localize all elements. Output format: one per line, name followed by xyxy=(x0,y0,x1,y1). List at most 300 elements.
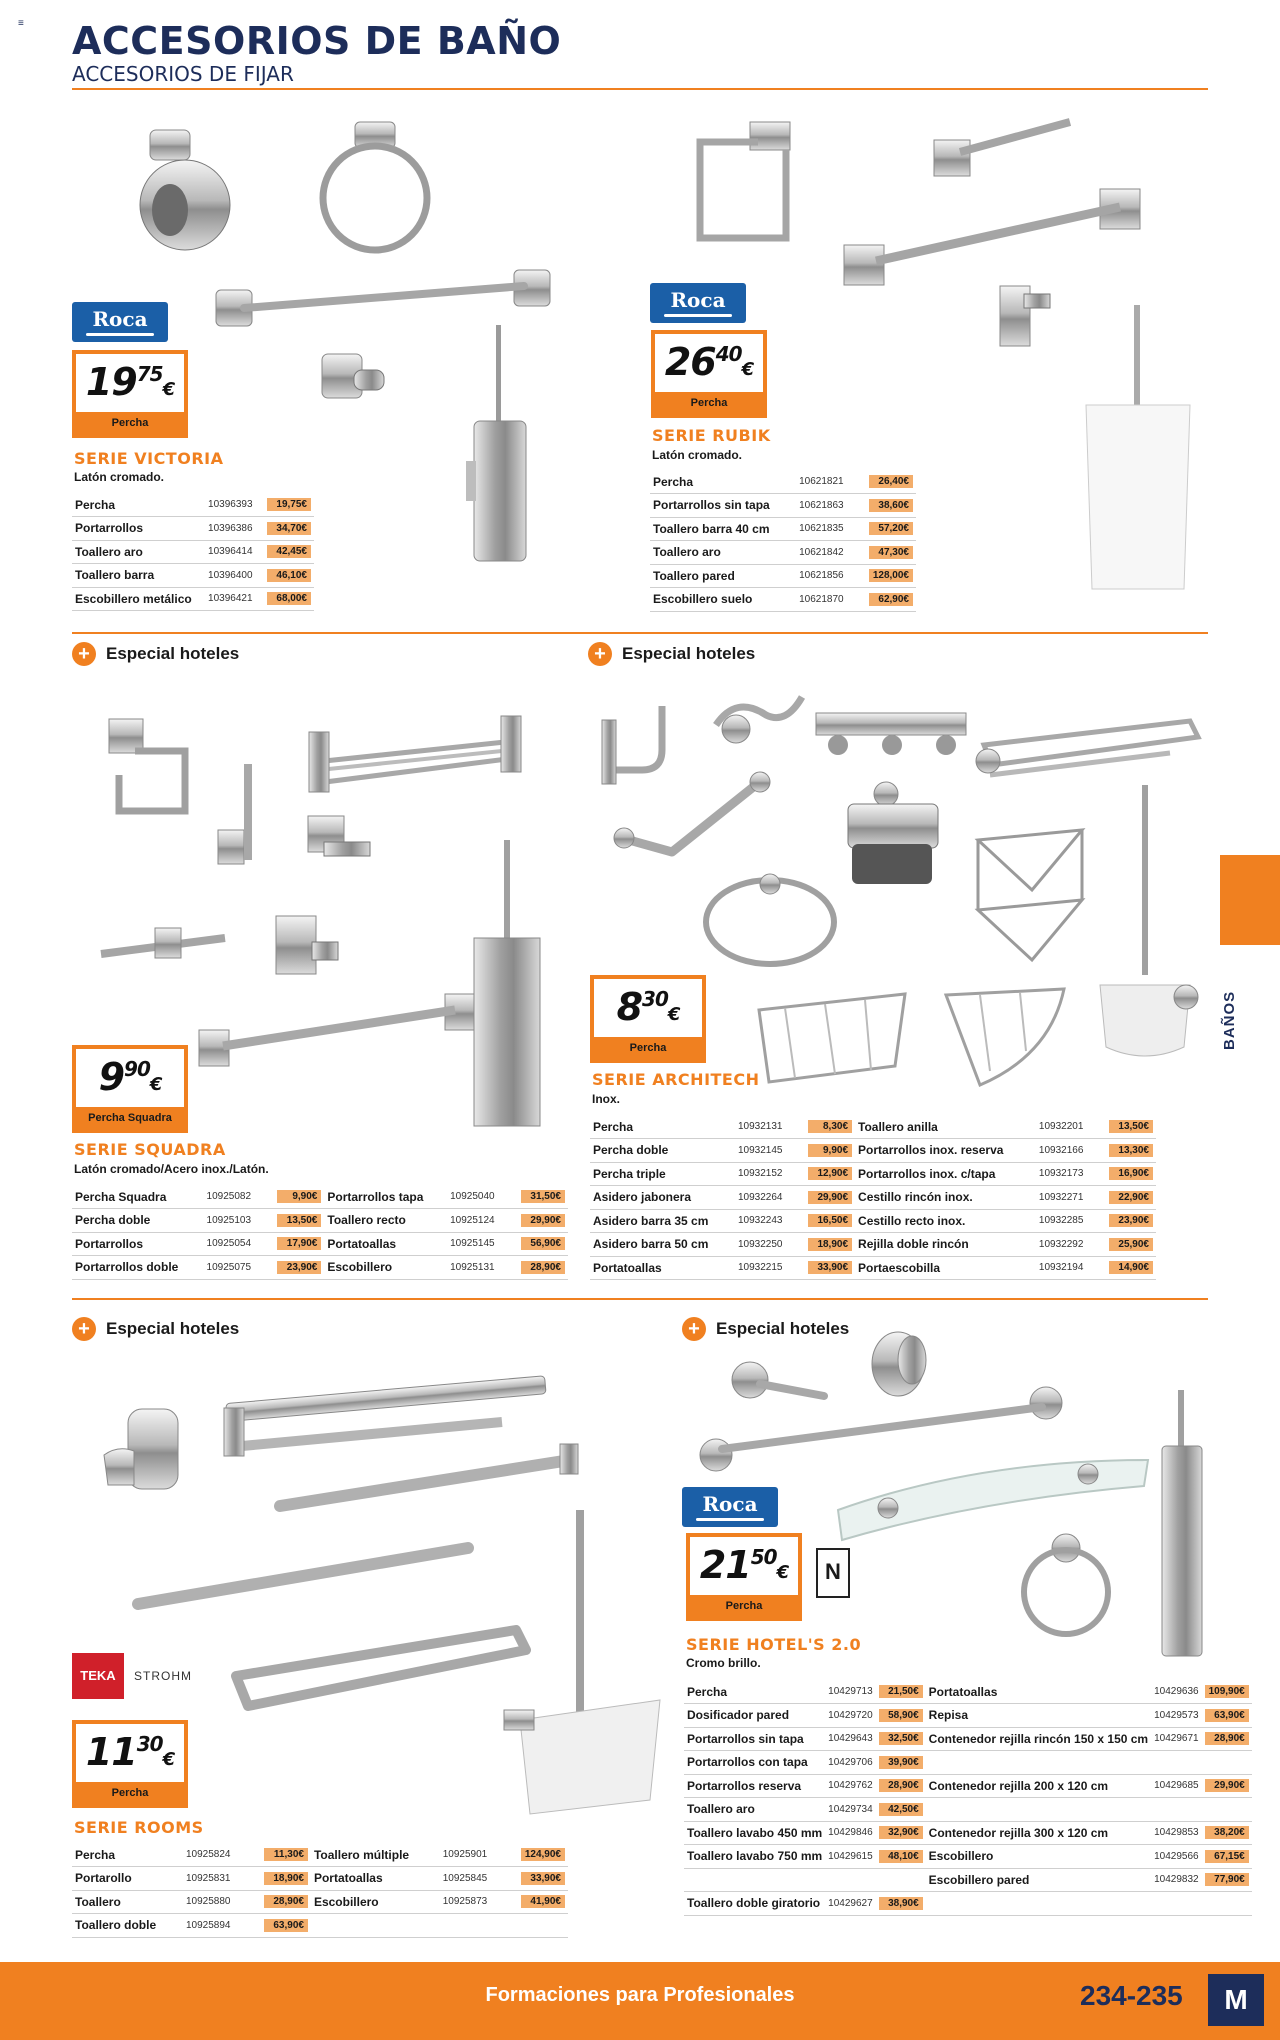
product-image-hotels-towel-ring xyxy=(1016,1530,1116,1640)
product-ref: 10925894 xyxy=(183,1914,247,1938)
brand-logo-teka xyxy=(72,1653,192,1699)
product-price xyxy=(795,1233,855,1257)
product-ref: 10429720 xyxy=(825,1704,876,1728)
product-name: Toallero aro xyxy=(650,541,796,565)
price-amount: 29,90€ xyxy=(521,1214,565,1227)
price-value xyxy=(655,340,763,384)
product-price xyxy=(876,1774,926,1798)
product-image-squadra-double-hook xyxy=(95,910,235,970)
price-dec: 75 xyxy=(136,362,163,386)
product-image-squadra-toilet-brush xyxy=(468,840,548,1130)
product-price xyxy=(247,1843,311,1867)
product-price xyxy=(1202,1727,1252,1751)
hotel-tag xyxy=(72,642,239,666)
brand-logo-roca: Roca xyxy=(72,302,168,342)
price-amount: 33,90€ xyxy=(808,1261,852,1274)
product-image-hotels-toilet-brush xyxy=(1152,1390,1212,1660)
product-ref: 10932285 xyxy=(1036,1209,1096,1233)
product-image-architech-toilet-brush xyxy=(1090,785,1200,1065)
product-price xyxy=(876,1680,926,1704)
price-amount: 77,90€ xyxy=(1205,1873,1249,1886)
product-name: Portaescobilla xyxy=(855,1256,1036,1280)
product-name: Portarrollos sin tapa xyxy=(650,494,796,518)
price-label: Percha xyxy=(690,1595,798,1617)
price-dec: 30 xyxy=(642,987,668,1011)
product-image-rubik-towel-bar xyxy=(840,185,1160,295)
page-subtitle: ACCESORIOS DE FIJAR xyxy=(72,62,294,86)
product-name xyxy=(684,1868,825,1892)
price-amount: 28,90€ xyxy=(264,1895,308,1908)
product-name: Contenedor rejilla 300 x 120 cm xyxy=(926,1821,1151,1845)
price-dec: 40 xyxy=(715,342,742,366)
series-title-rubik: SERIE RUBIK xyxy=(652,426,771,445)
product-price xyxy=(247,1914,311,1938)
brand-logo-roca: Roca xyxy=(650,283,746,323)
product-image-architech-double-hook xyxy=(706,685,806,755)
price-amount: 23,90€ xyxy=(277,1261,321,1274)
price-amount: 21,50€ xyxy=(879,1685,923,1698)
product-ref: 10932131 xyxy=(735,1115,795,1139)
product-price xyxy=(264,1185,324,1209)
product-name xyxy=(926,1751,1151,1775)
product-price xyxy=(1096,1115,1156,1139)
product-price xyxy=(1202,1821,1252,1845)
table-row xyxy=(684,1868,1252,1892)
product-name: Toallero aro xyxy=(72,540,205,564)
product-image-architech-towel-ring xyxy=(700,870,840,970)
product-price xyxy=(508,1232,568,1256)
product-price xyxy=(1202,1868,1252,1892)
product-price xyxy=(1096,1209,1156,1233)
product-name: Toallero doble xyxy=(72,1914,183,1938)
brand-logo-roca: Roca xyxy=(682,1487,778,1527)
table-row xyxy=(684,1821,1252,1845)
product-name: Portarrollos sin tapa xyxy=(684,1727,825,1751)
table-row xyxy=(72,540,314,564)
product-price xyxy=(1096,1233,1156,1257)
product-name: Toallero pared xyxy=(650,564,796,588)
product-price xyxy=(856,470,916,494)
price-int: 9 xyxy=(98,1055,125,1099)
product-name: Asidero barra 35 cm xyxy=(590,1209,735,1233)
product-ref: 10932201 xyxy=(1036,1115,1096,1139)
product-price xyxy=(504,1843,568,1867)
price-int: 19 xyxy=(85,360,137,404)
price-int: 11 xyxy=(85,1730,137,1774)
price-currency: € xyxy=(741,359,754,380)
price-amount: 8,30€ xyxy=(808,1120,852,1133)
product-image-architech-paper-holder xyxy=(842,780,942,890)
product-image-squadra-towel-bar xyxy=(195,990,485,1070)
product-price xyxy=(876,1845,926,1869)
product-price xyxy=(795,1186,855,1210)
page-title: ACCESORIOS DE BAÑO xyxy=(72,19,562,63)
price-value xyxy=(76,360,184,404)
product-price xyxy=(856,517,916,541)
table-row xyxy=(684,1892,1252,1916)
product-name xyxy=(926,1892,1151,1916)
table-row xyxy=(650,494,916,518)
product-name: Portatoallas xyxy=(324,1232,447,1256)
product-image-architech-grab-bar xyxy=(612,768,772,868)
price-amount: 17,90€ xyxy=(277,1237,321,1250)
product-name: Portarrollos tapa xyxy=(324,1185,447,1209)
table-row xyxy=(72,517,314,541)
product-name: Percha Squadra xyxy=(72,1185,204,1209)
series-title-victoria: SERIE VICTORIA xyxy=(74,449,224,468)
product-name: Portarollo xyxy=(72,1867,183,1891)
price-amount: 42,45€ xyxy=(267,545,311,558)
product-price xyxy=(795,1209,855,1233)
price-amount: 63,90€ xyxy=(264,1919,308,1932)
product-image-architech-shelf xyxy=(970,705,1210,789)
product-ref: 10621863 xyxy=(796,494,856,518)
product-sign-icon: N xyxy=(816,1548,850,1598)
price-box-rubik xyxy=(651,330,767,418)
table-row xyxy=(590,1256,1156,1280)
price-table-rubik xyxy=(650,470,916,612)
product-ref: 10396421 xyxy=(205,587,260,611)
plus-icon: + xyxy=(72,1317,96,1341)
product-ref: 10932152 xyxy=(735,1162,795,1186)
table-row xyxy=(72,1232,568,1256)
price-dec: 30 xyxy=(136,1732,163,1756)
product-name: Percha doble xyxy=(72,1209,204,1233)
price-amount: 48,10€ xyxy=(879,1850,923,1863)
price-amount: 13,50€ xyxy=(277,1214,321,1227)
section-divider xyxy=(72,632,1208,634)
product-ref: 10429566 xyxy=(1151,1845,1202,1869)
brand-logo-m: M xyxy=(1208,1974,1264,2026)
price-amount: 67,15€ xyxy=(1205,1850,1249,1863)
price-value xyxy=(594,985,702,1029)
price-currency: € xyxy=(162,379,175,400)
series-title-squadra: SERIE SQUADRA xyxy=(74,1140,226,1159)
product-price xyxy=(247,1890,311,1914)
product-name xyxy=(926,1798,1151,1822)
price-currency: € xyxy=(162,1749,175,1770)
price-value xyxy=(76,1730,184,1774)
price-table-squadra xyxy=(72,1185,568,1280)
price-amount: 62,90€ xyxy=(869,593,913,606)
product-name: Cestillo rincón inox. xyxy=(855,1186,1036,1210)
price-amount: 18,90€ xyxy=(264,1872,308,1885)
product-ref: 10925824 xyxy=(183,1843,247,1867)
price-amount: 39,90€ xyxy=(879,1756,923,1769)
hotel-tag xyxy=(588,642,755,666)
price-int: 26 xyxy=(664,340,716,384)
table-row xyxy=(72,564,314,588)
price-amount: 29,90€ xyxy=(808,1191,852,1204)
product-ref xyxy=(1151,1892,1202,1916)
product-name: Toallero lavabo 750 mm xyxy=(684,1845,825,1869)
product-name: Cestillo recto inox. xyxy=(855,1209,1036,1233)
product-name: Asidero jabonera xyxy=(590,1186,735,1210)
table-row xyxy=(684,1680,1252,1704)
product-image-towel-ring xyxy=(310,118,440,258)
product-ref: 10932292 xyxy=(1036,1233,1096,1257)
corner-mark: ≡ xyxy=(18,18,24,29)
table-row xyxy=(590,1186,1156,1210)
product-ref: 10932250 xyxy=(735,1233,795,1257)
price-label: Percha xyxy=(76,412,184,434)
product-name: Repisa xyxy=(926,1704,1151,1728)
table-row xyxy=(72,1843,568,1867)
product-ref: 10925131 xyxy=(447,1256,508,1280)
price-int: 8 xyxy=(616,985,643,1029)
product-ref xyxy=(1151,1798,1202,1822)
product-ref: 10932271 xyxy=(1036,1186,1096,1210)
table-row xyxy=(590,1162,1156,1186)
price-amount: 32,50€ xyxy=(879,1732,923,1745)
product-price xyxy=(508,1209,568,1233)
table-row xyxy=(72,1256,568,1280)
hotel-tag xyxy=(72,1317,239,1341)
product-ref: 10932215 xyxy=(735,1256,795,1280)
product-price xyxy=(264,1256,324,1280)
footer-bar xyxy=(0,1962,1280,2040)
product-ref: 10925845 xyxy=(440,1867,504,1891)
price-box-rooms xyxy=(72,1720,188,1808)
product-ref: 10429615 xyxy=(825,1845,876,1869)
product-price xyxy=(1202,1774,1252,1798)
series-title-hotels: SERIE HOTEL'S 2.0 xyxy=(686,1635,862,1654)
product-image-rubik-toilet-brush xyxy=(1080,305,1200,595)
price-amount: 23,90€ xyxy=(1109,1214,1153,1227)
plus-icon: + xyxy=(588,642,612,666)
product-name: Rejilla doble rincón xyxy=(855,1233,1036,1257)
series-title-rooms: SERIE ROOMS xyxy=(74,1818,204,1837)
product-ref xyxy=(1151,1751,1202,1775)
table-row xyxy=(684,1751,1252,1775)
table-row xyxy=(650,588,916,612)
product-price xyxy=(504,1890,568,1914)
product-name: Escobillero xyxy=(926,1845,1151,1869)
product-image-squadra-hook xyxy=(304,812,374,872)
strohm-logo: STROHM xyxy=(134,1669,192,1683)
product-ref: 10429734 xyxy=(825,1798,876,1822)
product-image-architech-corner-basket-2 xyxy=(940,985,1070,1095)
product-name: Toallero lavabo 450 mm xyxy=(684,1821,825,1845)
product-ref: 10932243 xyxy=(735,1209,795,1233)
product-image-towel-bar xyxy=(214,268,554,328)
price-amount: 9,90€ xyxy=(277,1190,321,1203)
price-dec: 90 xyxy=(124,1057,150,1081)
product-name: Percha xyxy=(684,1680,825,1704)
product-image-rooms-toilet-brush xyxy=(500,1510,670,1820)
product-ref: 10621835 xyxy=(796,517,856,541)
price-table-victoria xyxy=(72,493,314,611)
product-price xyxy=(504,1867,568,1891)
product-name: Percha xyxy=(72,493,205,517)
product-image-rooms-towel-bar-2 xyxy=(128,1530,488,1620)
hotel-tag-label: Especial hoteles xyxy=(106,1319,240,1338)
price-amount: 22,90€ xyxy=(1109,1191,1153,1204)
table-row xyxy=(650,470,916,494)
price-amount: 12,90€ xyxy=(808,1167,852,1180)
price-amount: 29,90€ xyxy=(1205,1779,1249,1792)
product-ref: 10429671 xyxy=(1151,1727,1202,1751)
product-ref: 10396400 xyxy=(205,564,260,588)
price-box-victoria xyxy=(72,350,188,438)
product-name: Portatoallas xyxy=(590,1256,735,1280)
price-amount: 14,90€ xyxy=(1109,1261,1153,1274)
hotel-tag-label: Especial hoteles xyxy=(716,1319,850,1338)
price-amount: 9,90€ xyxy=(808,1144,852,1157)
product-ref: 10932264 xyxy=(735,1186,795,1210)
product-name: Portatoallas xyxy=(311,1867,440,1891)
product-ref: 10925040 xyxy=(447,1185,508,1209)
product-ref: 10429832 xyxy=(1151,1868,1202,1892)
product-ref: 10925082 xyxy=(204,1185,265,1209)
product-ref: 10925880 xyxy=(183,1890,247,1914)
product-price xyxy=(247,1867,311,1891)
price-amount: 16,90€ xyxy=(1109,1167,1153,1180)
price-amount: 25,90€ xyxy=(1109,1238,1153,1251)
product-price xyxy=(856,494,916,518)
table-row xyxy=(72,1185,568,1209)
price-box-architech xyxy=(590,975,706,1063)
product-name: Portatoallas xyxy=(926,1680,1151,1704)
product-price xyxy=(876,1704,926,1728)
product-name: Toallero recto xyxy=(324,1209,447,1233)
series-subtitle-rubik: Latón cromado. xyxy=(652,448,743,462)
price-amount: 16,50€ xyxy=(808,1214,852,1227)
price-value xyxy=(690,1543,798,1587)
product-name: Toallero barra 40 cm xyxy=(650,517,796,541)
product-name: Contenedor rejilla 200 x 120 cm xyxy=(926,1774,1151,1798)
product-name: Portarrollos xyxy=(72,517,205,541)
price-amount: 31,50€ xyxy=(521,1190,565,1203)
hotel-tag-label: Especial hoteles xyxy=(106,644,240,663)
product-price xyxy=(504,1914,568,1938)
product-ref: 10621870 xyxy=(796,588,856,612)
series-subtitle-architech: Inox. xyxy=(592,1092,621,1106)
product-price xyxy=(260,564,314,588)
teka-logo: TEKA xyxy=(72,1653,124,1699)
product-name: Percha xyxy=(650,470,796,494)
product-ref: 10396393 xyxy=(205,493,260,517)
product-name: Toallero doble giratorio xyxy=(684,1892,825,1916)
product-name: Percha xyxy=(590,1115,735,1139)
product-ref: 10932166 xyxy=(1036,1139,1096,1163)
price-amount: 18,90€ xyxy=(808,1238,852,1251)
product-ref: 10429713 xyxy=(825,1680,876,1704)
table-row xyxy=(650,541,916,565)
product-ref: 10932173 xyxy=(1036,1162,1096,1186)
price-amount: 34,70€ xyxy=(267,522,311,535)
product-price xyxy=(260,517,314,541)
product-name: Percha xyxy=(72,1843,183,1867)
table-row xyxy=(684,1727,1252,1751)
product-price xyxy=(1202,1845,1252,1869)
series-subtitle-hotels: Cromo brillo. xyxy=(686,1656,761,1670)
product-name: Toallero aro xyxy=(684,1798,825,1822)
product-image-rooms-towel-bar xyxy=(270,1440,590,1520)
product-name: Toallero xyxy=(72,1890,183,1914)
product-name: Portarrollos xyxy=(72,1232,204,1256)
product-price xyxy=(1202,1680,1252,1704)
product-price xyxy=(1096,1162,1156,1186)
price-amount: 124,90€ xyxy=(521,1848,565,1861)
product-price xyxy=(856,541,916,565)
price-value xyxy=(76,1055,184,1099)
product-name: Escobillero pared xyxy=(926,1868,1151,1892)
table-row xyxy=(72,587,314,611)
product-ref: 10429627 xyxy=(825,1892,876,1916)
series-subtitle-squadra: Latón cromado/Acero inox./Latón. xyxy=(74,1162,269,1176)
product-name: Toallero barra xyxy=(72,564,205,588)
section-side-label: BAÑOS xyxy=(1221,990,1238,1050)
product-image-architech-triple-hook xyxy=(812,705,972,765)
price-box-hotels xyxy=(686,1533,802,1621)
product-image-rubik-towel-hook xyxy=(690,120,800,250)
product-name: Portarrollos doble xyxy=(72,1256,204,1280)
product-price xyxy=(1202,1798,1252,1822)
price-amount: 57,20€ xyxy=(869,522,913,535)
price-label: Percha Squadra xyxy=(76,1107,184,1129)
price-label: Percha xyxy=(594,1037,702,1059)
product-price xyxy=(1202,1704,1252,1728)
product-name: Escobillero metálico xyxy=(72,587,205,611)
table-row xyxy=(72,1867,568,1891)
product-name: Portarrollos inox. c/tapa xyxy=(855,1162,1036,1186)
price-amount: 28,90€ xyxy=(879,1779,923,1792)
page-header xyxy=(72,20,1208,90)
product-ref: 10925054 xyxy=(204,1232,265,1256)
price-currency: € xyxy=(667,1004,680,1025)
product-image-architech-basket xyxy=(755,990,915,1090)
product-ref: 10429685 xyxy=(1151,1774,1202,1798)
price-amount: 19,75€ xyxy=(267,498,311,511)
product-image-toilet-brush xyxy=(460,325,540,565)
product-price xyxy=(260,493,314,517)
product-image-paper-holder xyxy=(130,120,260,260)
product-ref: 10925103 xyxy=(204,1209,265,1233)
table-row xyxy=(590,1233,1156,1257)
product-name: Contenedor rejilla rincón 150 x 150 cm xyxy=(926,1727,1151,1751)
product-price xyxy=(508,1256,568,1280)
product-name xyxy=(311,1914,440,1938)
product-ref: 10429573 xyxy=(1151,1704,1202,1728)
price-amount: 13,50€ xyxy=(1109,1120,1153,1133)
product-price xyxy=(260,587,314,611)
price-amount: 47,30€ xyxy=(869,546,913,559)
product-price xyxy=(795,1256,855,1280)
product-price xyxy=(1096,1256,1156,1280)
product-price xyxy=(795,1115,855,1139)
section-divider xyxy=(72,1298,1208,1300)
product-image-rubik-hook xyxy=(996,282,1056,352)
product-name: Escobillero xyxy=(311,1890,440,1914)
product-price xyxy=(264,1209,324,1233)
price-currency: € xyxy=(149,1074,162,1095)
price-amount: 56,90€ xyxy=(521,1237,565,1250)
price-box-squadra xyxy=(72,1045,188,1133)
product-price xyxy=(260,540,314,564)
product-ref xyxy=(825,1868,876,1892)
series-title-architech: SERIE ARCHITECH xyxy=(592,1070,760,1089)
section-side-tab xyxy=(1220,855,1280,945)
product-ref: 10621856 xyxy=(796,564,856,588)
price-dec: 50 xyxy=(750,1545,777,1569)
table-row xyxy=(72,493,314,517)
page-numbers: 234-235 xyxy=(1080,1980,1183,2011)
product-image-rooms-towel-holder xyxy=(226,1610,546,1720)
product-price xyxy=(508,1185,568,1209)
product-name: Portarrollos reserva xyxy=(684,1774,825,1798)
product-image-rooms-hook xyxy=(98,1405,188,1505)
